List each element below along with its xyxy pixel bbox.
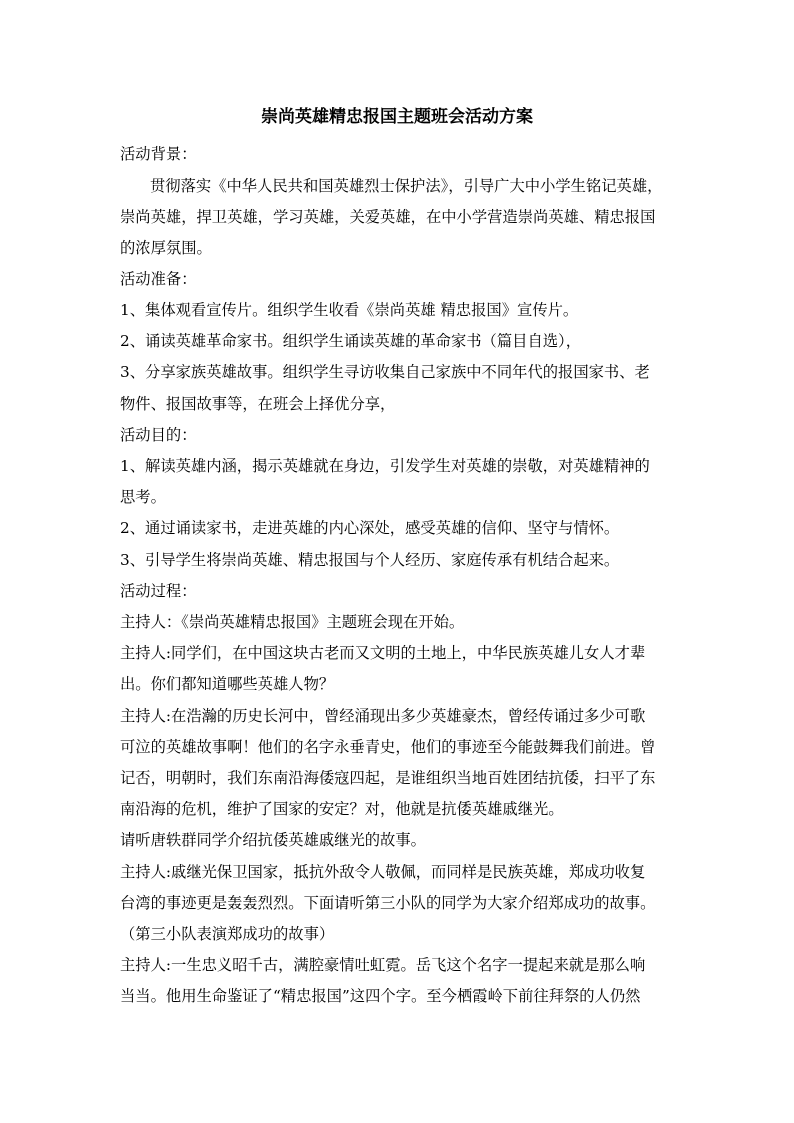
paragraph-line: 请听唐轶群同学介绍抗倭英雄戚继光的故事。	[120, 831, 426, 849]
paragraph-line: 崇尚英雄，捍卫英雄，学习英雄，关爱英雄，在中小学营造崇尚英雄、精忠报国	[120, 208, 656, 226]
paragraph-line: 出。你们都知道哪些英雄人物？	[120, 675, 335, 693]
paragraph-line: 可泣的英雄故事啊！他们的名字永垂青史，他们的事迹至今能鼓舞我们前进。曾	[120, 738, 656, 756]
paragraph-line: 主持人：《崇尚英雄精忠报国》主题班会现在开始。	[120, 613, 465, 631]
section-heading-purpose: 活动目的：	[120, 426, 197, 444]
section-heading-process: 活动过程：	[120, 582, 197, 600]
paragraph-line: （第三小队表演郑成功的故事）	[120, 925, 335, 943]
paragraph-line: 台湾的事迹更是轰轰烈烈。下面请听第三小队的同学为大家介绍郑成功的故事。	[120, 894, 656, 912]
paragraph-line: 的浓厚氛围。	[120, 239, 212, 257]
paragraph-line: 南沿海的危机，维护了国家的安定？对，他就是抗倭英雄戚继光。	[120, 800, 564, 818]
paragraph-line: 贯彻落实《中华人民共和国英雄烈士保护法》，引导广大中小学生铭记英雄，	[150, 177, 663, 195]
list-item: 1、解读英雄内涵，揭示英雄就在身边，引发学生对英雄的崇敬，对英雄精神的	[120, 457, 650, 475]
paragraph-line: 主持人:戚继光保卫国家，抵抗外敌令人敬佩，而同样是民族英雄，郑成功收复	[120, 863, 646, 881]
paragraph-line: 主持人:一生忠义昭千古，满腔豪情吐虹霓。岳飞这个名字一提起来就是那么响	[120, 956, 646, 974]
list-item: 2、通过诵读家书，走进英雄的内心深处，感受英雄的信仰、坚守与情怀。	[120, 519, 620, 537]
paragraph-line: 当当。他用生命鉴证了“精忠报国”这四个字。至今栖霞岭下前往拜祭的人仍然	[120, 987, 641, 1005]
list-item: 2、诵读英雄革命家书。组织学生诵读英雄的革命家书（篇目自选），	[120, 332, 581, 350]
list-item: 1、集体观看宣传片。组织学生收看《崇尚英雄 精忠报国》宣传片。	[120, 301, 579, 319]
list-item: 3、分享家族英雄故事。组织学生寻访收集自己家族中不同年代的报国家书、老	[120, 363, 650, 381]
list-item-continued: 思考。	[120, 488, 166, 506]
list-item: 3、引导学生将崇尚英雄、精忠报国与个人经历、家庭传承有机结合起来。	[120, 551, 620, 569]
section-heading-preparation: 活动准备：	[120, 270, 197, 288]
paragraph-line: 主持人:在浩瀚的历史长河中，曾经涌现出多少英雄豪杰，曾经传诵过多少可歌	[120, 707, 646, 725]
section-heading-background: 活动背景：	[120, 145, 197, 163]
list-item-continued: 物件、报国故事等，在班会上择优分享，	[120, 395, 396, 413]
paragraph-line: 记否，明朝时，我们东南沿海倭寇四起，是谁组织当地百姓团结抗倭，扫平了东	[120, 769, 656, 787]
document-title: 崇尚英雄精忠报国主题班会活动方案	[261, 107, 533, 127]
paragraph-line: 主持人:同学们，在中国这块古老而又文明的土地上，中华民族英雄儿女人才辈	[120, 644, 646, 662]
